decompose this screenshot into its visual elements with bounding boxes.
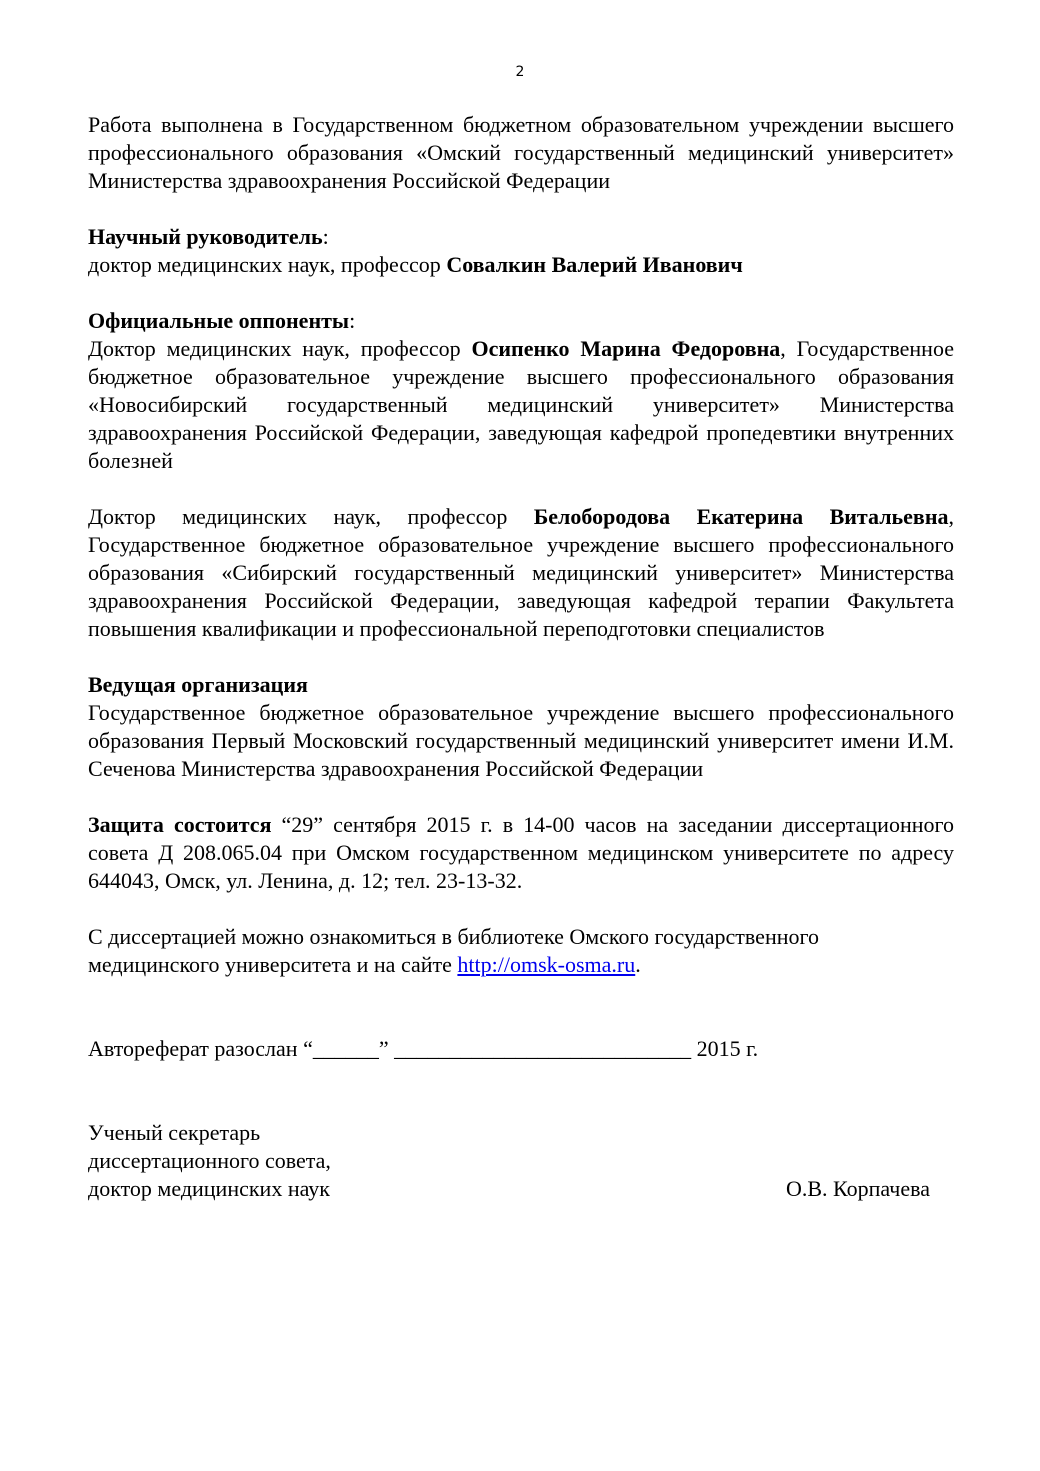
supervisor-heading: Научный руководитель bbox=[88, 224, 323, 249]
secretary-line-2: диссертационного совета, bbox=[88, 1148, 331, 1173]
opponents-colon: : bbox=[349, 308, 356, 333]
opponent-1-title: Доктор медицинских наук, профессор bbox=[88, 336, 472, 361]
leading-org-heading: Ведущая организация bbox=[88, 672, 308, 697]
opponents-heading: Официальные оппоненты bbox=[88, 308, 350, 333]
library-end: . bbox=[635, 952, 641, 977]
secretary-line-1: Ученый секретарь bbox=[88, 1120, 261, 1145]
supervisor-line bbox=[88, 251, 954, 279]
leading-org-paragraph: Государственное бюджетное образовательное учреждение высшего профессионального образования Первый Московский государственный медицинский университет имени И.М. Сеченова Министерства здравоохранения Российской Федерации bbox=[88, 700, 954, 781]
secretary-signature-row bbox=[88, 1175, 930, 1203]
secretary-name: О.В. Корпачева bbox=[786, 1176, 930, 1201]
opponent-2-paragraph bbox=[88, 503, 954, 643]
opponent-2-title: Доктор медицинских наук, профессор bbox=[88, 504, 534, 529]
defense-details: “29” сентября 2015 г. в 14-00 часов на заседании диссертационного совета Д 208.065.04 при Омском государственном медицинском университете по адресу 644043, Омск, ул. Ленина, д. 12; тел. 23-13-32. bbox=[88, 812, 954, 893]
library-paragraph bbox=[88, 923, 954, 979]
supervisor-name: Совалкин Валерий Иванович bbox=[446, 252, 743, 277]
institution-paragraph: Работа выполнена в Государственном бюджетном образовательном учреждении высшего профессионального образования «Омский государственный медицинский университет» Министерства здравоохранения Российской Федерации bbox=[88, 112, 954, 193]
defense-heading: Защита состоится bbox=[88, 812, 272, 837]
website-link[interactable]: http://omsk-osma.ru bbox=[457, 952, 636, 977]
secretary-degree: доктор медицинских наук bbox=[88, 1176, 330, 1201]
opponent-1-affiliation: , Государственное бюджетное образовательное учреждение высшего профессионального образования «Новосибирский государственный медицинский университет» Министерства здравоохранения Российской Федерации, заведующая кафедрой пропедевтики внутренних болезней bbox=[88, 336, 954, 473]
mailing-line: Автореферат разослан “______” ___________________________ 2015 г. bbox=[88, 1036, 759, 1061]
defense-paragraph bbox=[88, 811, 954, 895]
supervisor-title: доктор медицинских наук, профессор bbox=[88, 252, 447, 277]
library-text: С диссертацией можно ознакомиться в библиотеке Омского государственного медицинского университета и на сайте bbox=[88, 924, 819, 977]
opponent-2-name: Белобородова Екатерина Витальевна bbox=[533, 504, 949, 529]
document-body bbox=[88, 111, 954, 1203]
page-number: 2 bbox=[515, 64, 525, 80]
opponent-1-paragraph bbox=[88, 335, 954, 475]
opponent-2-affiliation: , Государственное бюджетное образовательное учреждение высшего профессионального образования «Сибирский государственный медицинский университет» Министерства здравоохранения Российской Федерации, заведующая кафедрой терапии Факультета повышения квалификации и профессиональной переподготовки специалистов bbox=[88, 504, 954, 641]
opponent-1-name: Осипенко Марина Федоровна bbox=[471, 336, 781, 361]
supervisor-colon: : bbox=[322, 224, 329, 249]
supervisor-heading-line bbox=[88, 223, 954, 251]
opponents-heading-line bbox=[88, 307, 954, 335]
